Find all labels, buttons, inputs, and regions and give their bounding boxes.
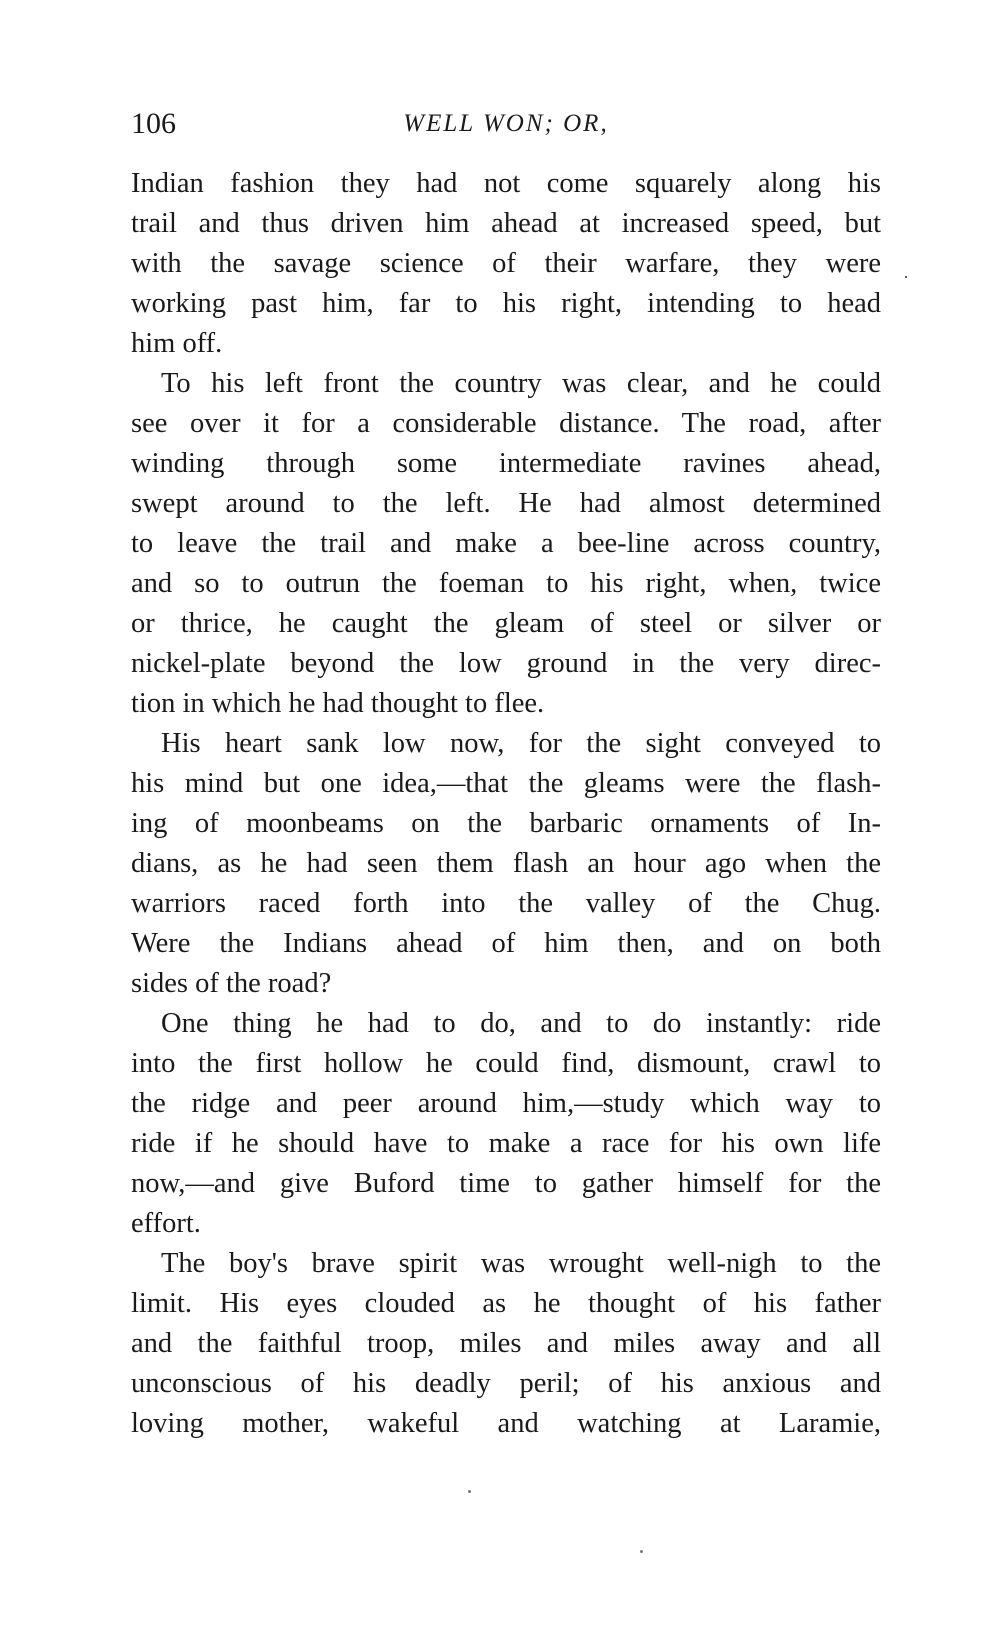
running-title: WELL WON; OR, [403, 110, 609, 137]
paragraph-5 [131, 1244, 881, 1444]
text-line: or thrice, he caught the gleam of steel or silver or [131, 608, 881, 639]
text-line: To his left front the country was clear, and he could [161, 368, 881, 399]
page-number: 106 [131, 107, 176, 140]
running-head [131, 104, 881, 144]
text-line: trail and thus driven him ahead at increased speed, but [131, 208, 881, 239]
paragraph-4 [131, 1004, 881, 1244]
text-line: winding through some intermediate ravines ahead, [131, 448, 881, 479]
text-line: One thing he had to do, and to do instantly: ride [161, 1008, 881, 1039]
text-line: His heart sank low now, for the sight conveyed to [161, 728, 881, 759]
text-line: unconscious of his deadly peril; of his anxious and [131, 1368, 881, 1399]
text-line: the ridge and peer around him,—study which way to [131, 1088, 881, 1119]
text-line: to leave the trail and make a bee-line across country, [131, 528, 881, 559]
text-line: effort. [131, 1208, 201, 1239]
paper-speck [468, 1490, 471, 1493]
text-line: ride if he should have to make a race for his own life [131, 1128, 881, 1159]
text-line: nickel-plate beyond the low ground in the very direc- [131, 648, 881, 679]
text-line: into the first hollow he could find, dismount, crawl to [131, 1048, 881, 1079]
text-line: see over it for a considerable distance. The road, after [131, 408, 881, 439]
text-line: loving mother, wakeful and watching at Laramie, [131, 1408, 881, 1439]
paragraph-2 [131, 364, 881, 724]
text-line: and the faithful troop, miles and miles away and all [131, 1328, 881, 1359]
paragraph-1 [131, 164, 881, 364]
text-line: Indian fashion they had not come squarely along his [131, 168, 881, 199]
paragraph-3 [131, 724, 881, 1004]
text-line: limit. His eyes clouded as he thought of his father [131, 1288, 881, 1319]
text-line: ing of moonbeams on the barbaric ornaments of In- [131, 808, 881, 839]
text-line: with the savage science of their warfare, they were [131, 248, 881, 279]
text-line: dians, as he had seen them flash an hour ago when the [131, 848, 881, 879]
text-line: swept around to the left. He had almost determined [131, 488, 881, 519]
text-line: tion in which he had thought to flee. [131, 688, 545, 719]
text-line: sides of the road? [131, 968, 332, 999]
text-line: The boy's brave spirit was wrought well-nigh to the [161, 1248, 881, 1279]
text-line: warriors raced forth into the valley of the Chug. [131, 888, 881, 919]
text-line: now,—and give Buford time to gather himself for the [131, 1168, 881, 1199]
body-text [131, 164, 881, 1444]
text-line: working past him, far to his right, intending to head [131, 288, 881, 319]
margin-mark: · [903, 267, 909, 287]
text-line: his mind but one idea,—that the gleams were the flash- [131, 768, 881, 799]
text-line: him off. [131, 328, 223, 359]
text-line: Were the Indians ahead of him then, and on both [131, 928, 881, 959]
paper-speck [640, 1550, 643, 1553]
text-line: and so to outrun the foeman to his right, when, twice [131, 568, 881, 599]
